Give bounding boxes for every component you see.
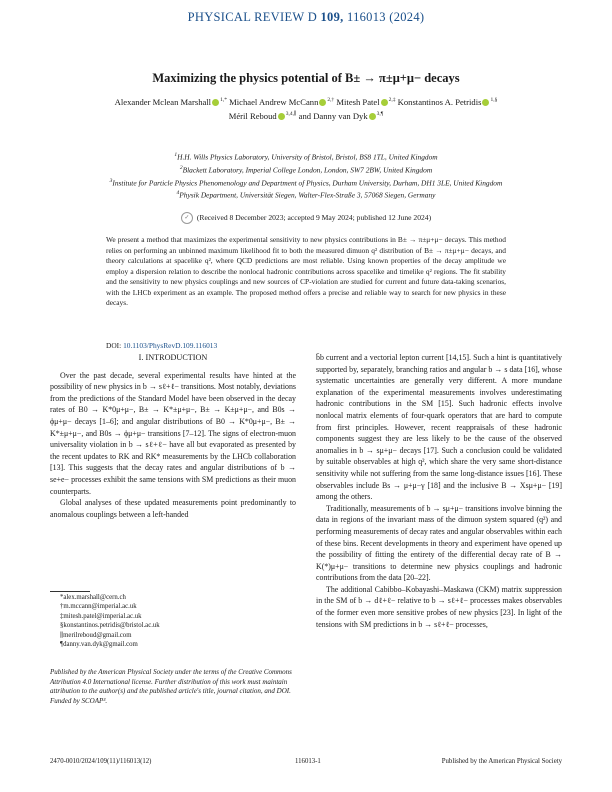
author[interactable]: Alexander Mclean Marshall $^{1,*}$: [114, 96, 227, 107]
affiliation-list: [95, 150, 517, 201]
license-notice: Published by the American Physical Society under the terms of the Creative Commons Attribution 4.0 International license. Further distribution of this work must maintain attribution to the author(s) and the published article's title, journal citation, and DOI. Funded by SCOAP³.: [50, 668, 292, 705]
email[interactable]: §konstantinos.petridis@bristol.ac.uk: [60, 622, 160, 630]
email[interactable]: ‡mitesh.patel@imperial.ac.uk: [60, 612, 142, 620]
affiliation: $^3$Institute for Particle Physics Phenomenology and Department of Physics, Durham University, Durham, DH1 3LE, United Kingdom: [109, 177, 503, 187]
orcid-icon[interactable]: [278, 113, 285, 120]
author-emails: [60, 593, 160, 649]
paragraph: The additional Cabibbo–Kobayashi–Maskawa (CKM) matrix suppression in the SM of b → dℓ+ℓ− relative to b → sℓ+ℓ− processes makes observables of the former even more sensitive probes of new physics [23]. In light of the tensions with SM predictions in b → sℓ+ℓ− processes,: [316, 584, 562, 629]
journal-name: PHYSICAL REVIEW D: [187, 10, 318, 24]
author[interactable]: Konstantinos A. Petridis $^{1,\S}$: [397, 96, 498, 107]
email[interactable]: †m.mccann@imperial.ac.uk: [60, 603, 137, 611]
right-column: [316, 352, 562, 630]
section-heading: I. INTRODUCTION: [138, 353, 208, 362]
email[interactable]: ∥merilreboud@gmail.com: [60, 631, 132, 639]
paragraph: Traditionally, measurements of b → sμ+μ− transitions involve binning the data in regions of the invariant mass of the dimuon system squared (q²) and performing measurements of decay rates and angular observables within each of these bins. Recent developments in theory and experiment have opened up the possibility of fitting the entirety of the differential decay rate of B → K(*)μ+μ− transitions to determine new physics couplings and hadronic contributions from the data [20–22].: [316, 503, 562, 583]
article-title: Maximizing the physics potential of B± → π±μ+μ− decays: [152, 71, 460, 85]
left-column: [50, 352, 296, 520]
page-number: 116013-1: [295, 758, 321, 765]
footnote-rule: [50, 591, 90, 592]
received-dates: ✓ (Received 8 December 2023; accepted 9 May 2024; published 12 June 2024): [0, 212, 612, 224]
issn-line: 2470-0010/2024/109(11)/116013(12): [50, 758, 152, 765]
author-list: Alexander Mclean Marshall $^{1,*}$ Michael Andrew McCann $^{2,\dagger}$ Mitesh Patel $^{2,\ddagger}$ Konstantinos A. Petridis $^{1,\S}$ Méril Reboud $^{3,4,\parallel}$ and Danny van Dyk $^{3,\P}$: [114, 96, 498, 121]
paragraph: Global analyses of these updated measurements point predominantly to anomalous couplings between a left-handed: [50, 498, 296, 519]
paragraph: b̄b current and a vectorial lepton current [14,15]. Such a hint is quantitatively supported by, separately, branching ratios and angular b → s data [16], whose systematic uncertainties are generally very different. A more mundane explanation of the experimental measurements involves underestimating hadronic contributions in the SM [15]. Such hadronic effects involve nonlocal matrix elements of four-quark operators that are hard to compute from first principles. However, recent reappraisals of these hadronic components suggest they are less likely to be the cause of the observed anomalies in b → sμ+μ− decays [17]. Such a conclusion could be validated by suitable observables at high q², which share the very same short-distance sensitivity while not suffering from the same long-distance issues [16]. These observables include Bs → μ+μ−γ [18] and the inclusive B → Xsμ+μ− [19] among the others.: [316, 353, 562, 502]
article-number: 116013 (2024): [346, 10, 425, 24]
crossmark-icon[interactable]: ✓: [181, 212, 193, 224]
doi-link[interactable]: 10.1103/PhysRevD.109.116013: [123, 341, 218, 350]
author[interactable]: Michael Andrew McCann $^{2,\dagger}$: [229, 96, 335, 107]
publisher-line: Published by the American Physical Society: [441, 758, 562, 765]
affiliation: $^2$Blackett Laboratory, Imperial College London, London, SW7 2BW, United Kingdom: [179, 164, 433, 175]
orcid-icon[interactable]: [319, 99, 326, 106]
abstract: We present a method that maximizes the experimental sensitivity to new physics contributions in B± → π±μ+μ− decays. This method relies on performing an unbinned maximum likelihood fit to both the measured dimuon q² distribution of B± → π±μ+μ− decays, and theory calculations at spacelike q², where QCD predictions are most reliable. Using known properties of the decay amplitude we employ a dispersion relation to describe the nonlocal hadronic contributions across spacelike and timelike q² regions. The fit stability and the sensitivity to new physics couplings and new sources of CP-violation are studied for current and future data-taking scenarios, with the LHCb experiment as an example. The proposed method offers a precise and reliable way to search for new physics in these decays.: [106, 235, 506, 307]
orcid-icon[interactable]: [381, 99, 388, 106]
email[interactable]: ¶danny.van.dyk@gmail.com: [60, 641, 138, 649]
affiliation: $^1$H.H. Wills Physics Laboratory, University of Bristol, Bristol, BS8 1TL, United Kingdom: [174, 152, 438, 162]
journal-header: [0, 10, 612, 25]
email[interactable]: *alex.marshall@cern.ch: [60, 594, 126, 601]
orcid-icon[interactable]: [369, 113, 376, 120]
orcid-icon[interactable]: [212, 99, 219, 106]
author[interactable]: Danny van Dyk $^{3,\P}$: [313, 110, 384, 121]
journal-volume: 109,: [320, 10, 344, 24]
affiliation: $^4$Physik Department, Universität Siegen, Walter-Flex-Straße 3, 57068 Siegen, Germany: [176, 190, 436, 200]
orcid-icon[interactable]: [482, 99, 489, 106]
paragraph: Over the past decade, several experimental results have hinted at the possibility of new physics in b → sℓ+ℓ− transitions. Most notably, deviations from the predictions of the Standard Model have been observed in the decay rates of B0 → K*0μ+μ−, B± → K*±μ+μ−, B± → K±μ+μ−, and B0s → ϕμ+μ− decays [1–6]; and angular distributions of B0 → K*0μ+μ−, B± → K*±μ+μ−, and B0s → ϕμ+μ− transitions [7–12]. The signs of electron-muon universality violation in b → sℓ+ℓ− have all but evaporated as presented by the recent updates to RK and RK* measurements by the LHCb collaboration [13]. This suggests that the decay rates and angular distributions of b → se+e− processes exhibit the same tensions with SM predictions as their muon counterparts.: [50, 370, 296, 496]
author[interactable]: Méril Reboud $^{3,4,\parallel}$: [228, 110, 297, 121]
doi-line: DOI: 10.1103/PhysRevD.109.116013: [106, 341, 218, 350]
author[interactable]: Mitesh Patel $^{2,\ddagger}$: [336, 96, 396, 107]
